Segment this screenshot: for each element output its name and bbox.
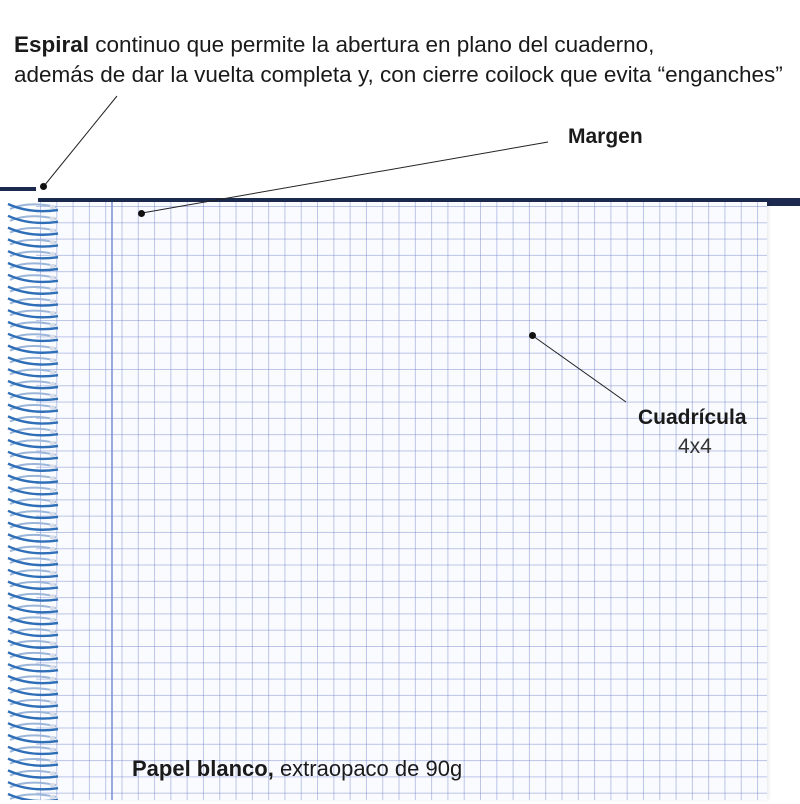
paper-caption-rest: extraopaco de 90g [273, 756, 463, 781]
spiral-caption-bold: Espiral [14, 32, 90, 57]
grid-leader-line [533, 336, 626, 402]
grid-marker-dot [529, 332, 536, 339]
spiral-caption-rest: continuo que permite la abertura en plano del cuaderno, [89, 32, 655, 57]
paper-caption [132, 756, 462, 782]
spiral-marker-dot [40, 183, 47, 190]
margin-leader-line [142, 142, 548, 213]
margin-label: Margen [568, 125, 643, 148]
paper-caption-bold: Papel blanco, [132, 756, 274, 781]
spiral-leader-line [44, 96, 117, 186]
spiral-caption-line-2: además de dar la vuelta completa y, con cierre coilock que evita “enganches” [14, 62, 783, 87]
grid-label-subtitle: 4x4 [678, 435, 712, 458]
margin-marker-dot [138, 210, 145, 217]
grid-label-title: Cuadrícula [638, 406, 747, 429]
